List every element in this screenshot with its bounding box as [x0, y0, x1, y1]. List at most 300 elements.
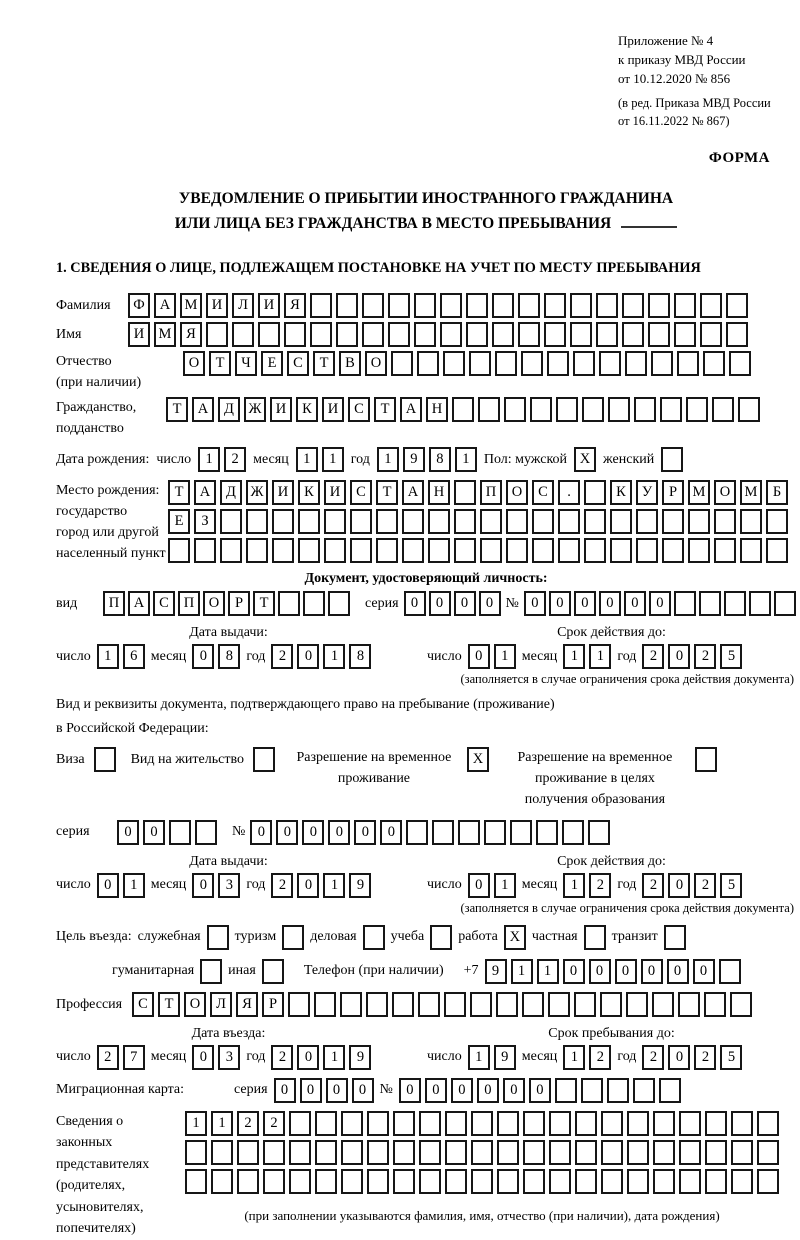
char-cell[interactable] — [705, 1140, 727, 1165]
char-cell[interactable] — [653, 1169, 675, 1194]
char-cell[interactable]: 0 — [624, 591, 646, 616]
char-cell[interactable]: О — [714, 480, 736, 505]
char-cell[interactable] — [574, 992, 596, 1017]
char-cell[interactable] — [237, 1169, 259, 1194]
char-cell[interactable]: 1 — [296, 447, 318, 472]
char-cell[interactable]: 1 — [322, 447, 344, 472]
purpose-transit-checkbox[interactable] — [664, 925, 686, 950]
char-cell[interactable]: 0 — [641, 959, 663, 984]
char-cell[interactable] — [336, 322, 358, 347]
char-cell[interactable]: 0 — [454, 591, 476, 616]
char-cell[interactable] — [677, 351, 699, 376]
char-cell[interactable] — [738, 397, 760, 422]
char-cell[interactable]: О — [506, 480, 528, 505]
char-cell[interactable]: Л — [210, 992, 232, 1017]
char-cell[interactable] — [548, 992, 570, 1017]
char-cell[interactable] — [730, 992, 752, 1017]
char-cell[interactable] — [570, 293, 592, 318]
char-cell[interactable]: Ч — [235, 351, 257, 376]
char-cell[interactable]: М — [688, 480, 710, 505]
visa-checkbox[interactable] — [94, 747, 116, 772]
char-cell[interactable] — [740, 509, 762, 534]
char-cell[interactable]: О — [183, 351, 205, 376]
char-cell[interactable] — [700, 293, 722, 318]
char-cell[interactable]: 1 — [589, 644, 611, 669]
char-cell[interactable]: С — [132, 992, 154, 1017]
char-cell[interactable] — [237, 1140, 259, 1165]
char-cell[interactable] — [601, 1140, 623, 1165]
char-cell[interactable]: В — [339, 351, 361, 376]
char-cell[interactable]: 1 — [537, 959, 559, 984]
char-cell[interactable] — [289, 1111, 311, 1136]
char-cell[interactable] — [518, 322, 540, 347]
char-cell[interactable]: 0 — [589, 959, 611, 984]
char-cell[interactable]: Т — [313, 351, 335, 376]
char-cell[interactable] — [599, 351, 621, 376]
char-cell[interactable]: 0 — [328, 820, 350, 845]
char-cell[interactable] — [443, 351, 465, 376]
char-cell[interactable]: 0 — [563, 959, 585, 984]
char-cell[interactable]: О — [203, 591, 225, 616]
char-cell[interactable] — [653, 1111, 675, 1136]
char-cell[interactable]: 0 — [380, 820, 402, 845]
char-cell[interactable]: 0 — [468, 873, 490, 898]
char-cell[interactable] — [766, 538, 788, 563]
char-cell[interactable] — [376, 509, 398, 534]
char-cell[interactable]: 1 — [377, 447, 399, 472]
char-cell[interactable] — [211, 1169, 233, 1194]
char-cell[interactable] — [445, 1169, 467, 1194]
char-cell[interactable] — [714, 509, 736, 534]
char-cell[interactable] — [700, 322, 722, 347]
char-cell[interactable] — [633, 1078, 655, 1103]
char-cell[interactable] — [774, 591, 796, 616]
char-cell[interactable] — [220, 509, 242, 534]
char-cell[interactable]: . — [558, 480, 580, 505]
char-cell[interactable]: 9 — [494, 1045, 516, 1070]
char-cell[interactable]: 2 — [97, 1045, 119, 1070]
char-cell[interactable]: У — [636, 480, 658, 505]
char-cell[interactable]: 0 — [668, 873, 690, 898]
char-cell[interactable]: 5 — [720, 873, 742, 898]
char-cell[interactable] — [362, 322, 384, 347]
char-cell[interactable] — [315, 1169, 337, 1194]
char-cell[interactable]: С — [350, 480, 372, 505]
char-cell[interactable] — [532, 538, 554, 563]
char-cell[interactable] — [484, 820, 506, 845]
char-cell[interactable]: 2 — [642, 1045, 664, 1070]
char-cell[interactable]: 2 — [694, 1045, 716, 1070]
char-cell[interactable]: 0 — [693, 959, 715, 984]
char-cell[interactable] — [419, 1111, 441, 1136]
temporary-residence-checkbox[interactable]: X — [467, 747, 489, 772]
char-cell[interactable]: 0 — [192, 873, 214, 898]
char-cell[interactable]: О — [365, 351, 387, 376]
char-cell[interactable] — [445, 1111, 467, 1136]
purpose-tourism-checkbox[interactable] — [282, 925, 304, 950]
char-cell[interactable] — [428, 538, 450, 563]
char-cell[interactable] — [328, 591, 350, 616]
char-cell[interactable]: 1 — [185, 1111, 207, 1136]
char-cell[interactable] — [367, 1169, 389, 1194]
char-cell[interactable] — [298, 509, 320, 534]
char-cell[interactable]: 0 — [667, 959, 689, 984]
char-cell[interactable] — [652, 992, 674, 1017]
char-cell[interactable]: А — [154, 293, 176, 318]
char-cell[interactable] — [376, 538, 398, 563]
char-cell[interactable]: Б — [766, 480, 788, 505]
char-cell[interactable]: П — [480, 480, 502, 505]
char-cell[interactable] — [544, 293, 566, 318]
char-cell[interactable] — [315, 1140, 337, 1165]
char-cell[interactable] — [272, 538, 294, 563]
char-cell[interactable]: С — [153, 591, 175, 616]
char-cell[interactable] — [608, 397, 630, 422]
char-cell[interactable]: С — [287, 351, 309, 376]
char-cell[interactable]: М — [180, 293, 202, 318]
char-cell[interactable]: Ж — [246, 480, 268, 505]
char-cell[interactable]: И — [272, 480, 294, 505]
char-cell[interactable] — [625, 351, 647, 376]
char-cell[interactable]: Т — [158, 992, 180, 1017]
char-cell[interactable] — [480, 538, 502, 563]
char-cell[interactable] — [246, 509, 268, 534]
char-cell[interactable] — [469, 351, 491, 376]
char-cell[interactable] — [492, 322, 514, 347]
char-cell[interactable]: 0 — [479, 591, 501, 616]
char-cell[interactable] — [626, 992, 648, 1017]
char-cell[interactable] — [731, 1111, 753, 1136]
char-cell[interactable]: 7 — [123, 1045, 145, 1070]
char-cell[interactable] — [596, 322, 618, 347]
char-cell[interactable]: Я — [236, 992, 258, 1017]
char-cell[interactable] — [627, 1169, 649, 1194]
char-cell[interactable]: Е — [168, 509, 190, 534]
char-cell[interactable] — [452, 397, 474, 422]
char-cell[interactable]: Д — [218, 397, 240, 422]
char-cell[interactable] — [536, 820, 558, 845]
char-cell[interactable] — [315, 1111, 337, 1136]
char-cell[interactable]: 8 — [429, 447, 451, 472]
char-cell[interactable]: Т — [253, 591, 275, 616]
char-cell[interactable] — [440, 293, 462, 318]
char-cell[interactable] — [562, 820, 584, 845]
char-cell[interactable] — [168, 538, 190, 563]
char-cell[interactable] — [584, 509, 606, 534]
char-cell[interactable]: И — [206, 293, 228, 318]
char-cell[interactable]: 0 — [326, 1078, 348, 1103]
char-cell[interactable] — [523, 1140, 545, 1165]
char-cell[interactable] — [341, 1140, 363, 1165]
char-cell[interactable] — [622, 293, 644, 318]
char-cell[interactable]: Я — [284, 293, 306, 318]
char-cell[interactable] — [470, 992, 492, 1017]
char-cell[interactable]: 0 — [143, 820, 165, 845]
char-cell[interactable]: Ж — [244, 397, 266, 422]
char-cell[interactable]: П — [178, 591, 200, 616]
char-cell[interactable] — [388, 322, 410, 347]
char-cell[interactable]: 2 — [271, 1045, 293, 1070]
char-cell[interactable]: 0 — [451, 1078, 473, 1103]
char-cell[interactable] — [418, 992, 440, 1017]
char-cell[interactable]: М — [740, 480, 762, 505]
char-cell[interactable] — [570, 322, 592, 347]
char-cell[interactable] — [258, 322, 280, 347]
char-cell[interactable]: 1 — [563, 644, 585, 669]
purpose-humanitarian-checkbox[interactable] — [200, 959, 222, 984]
char-cell[interactable] — [497, 1169, 519, 1194]
char-cell[interactable]: 0 — [274, 1078, 296, 1103]
char-cell[interactable] — [206, 322, 228, 347]
char-cell[interactable]: 1 — [97, 644, 119, 669]
char-cell[interactable]: 0 — [192, 1045, 214, 1070]
char-cell[interactable] — [471, 1111, 493, 1136]
char-cell[interactable] — [679, 1111, 701, 1136]
char-cell[interactable] — [454, 538, 476, 563]
char-cell[interactable] — [169, 820, 191, 845]
char-cell[interactable] — [454, 509, 476, 534]
char-cell[interactable]: Е — [261, 351, 283, 376]
char-cell[interactable] — [662, 538, 684, 563]
char-cell[interactable]: С — [348, 397, 370, 422]
char-cell[interactable]: 0 — [574, 591, 596, 616]
char-cell[interactable]: 1 — [323, 1045, 345, 1070]
char-cell[interactable]: 1 — [455, 447, 477, 472]
char-cell[interactable]: 0 — [297, 644, 319, 669]
char-cell[interactable] — [688, 509, 710, 534]
char-cell[interactable]: А — [402, 480, 424, 505]
char-cell[interactable]: Т — [168, 480, 190, 505]
char-cell[interactable]: 2 — [589, 873, 611, 898]
char-cell[interactable]: 0 — [649, 591, 671, 616]
char-cell[interactable] — [724, 591, 746, 616]
char-cell[interactable] — [549, 1111, 571, 1136]
char-cell[interactable]: П — [103, 591, 125, 616]
char-cell[interactable] — [310, 293, 332, 318]
char-cell[interactable]: Т — [376, 480, 398, 505]
char-cell[interactable]: 0 — [354, 820, 376, 845]
char-cell[interactable]: 2 — [237, 1111, 259, 1136]
char-cell[interactable] — [573, 351, 595, 376]
char-cell[interactable]: А — [128, 591, 150, 616]
char-cell[interactable] — [607, 1078, 629, 1103]
char-cell[interactable] — [406, 820, 428, 845]
char-cell[interactable] — [600, 992, 622, 1017]
char-cell[interactable] — [211, 1140, 233, 1165]
char-cell[interactable] — [220, 538, 242, 563]
char-cell[interactable] — [471, 1140, 493, 1165]
char-cell[interactable] — [278, 591, 300, 616]
char-cell[interactable]: И — [258, 293, 280, 318]
char-cell[interactable] — [350, 509, 372, 534]
char-cell[interactable] — [601, 1111, 623, 1136]
char-cell[interactable]: 0 — [468, 644, 490, 669]
char-cell[interactable]: 0 — [529, 1078, 551, 1103]
char-cell[interactable] — [549, 1140, 571, 1165]
char-cell[interactable] — [367, 1111, 389, 1136]
char-cell[interactable] — [185, 1169, 207, 1194]
char-cell[interactable] — [678, 992, 700, 1017]
char-cell[interactable]: Ф — [128, 293, 150, 318]
char-cell[interactable]: 0 — [352, 1078, 374, 1103]
gender-female-checkbox[interactable] — [661, 447, 683, 472]
purpose-work-checkbox[interactable]: X — [504, 925, 526, 950]
char-cell[interactable] — [440, 322, 462, 347]
char-cell[interactable] — [480, 509, 502, 534]
char-cell[interactable]: 0 — [615, 959, 637, 984]
char-cell[interactable] — [653, 1140, 675, 1165]
char-cell[interactable] — [478, 397, 500, 422]
char-cell[interactable]: 2 — [694, 644, 716, 669]
char-cell[interactable]: 2 — [271, 873, 293, 898]
char-cell[interactable] — [288, 992, 310, 1017]
char-cell[interactable] — [350, 538, 372, 563]
char-cell[interactable] — [289, 1169, 311, 1194]
char-cell[interactable]: 9 — [403, 447, 425, 472]
char-cell[interactable]: 0 — [399, 1078, 421, 1103]
char-cell[interactable] — [466, 322, 488, 347]
char-cell[interactable]: 0 — [524, 591, 546, 616]
char-cell[interactable]: 0 — [425, 1078, 447, 1103]
char-cell[interactable] — [575, 1111, 597, 1136]
char-cell[interactable] — [705, 1111, 727, 1136]
char-cell[interactable]: 1 — [563, 873, 585, 898]
char-cell[interactable] — [471, 1169, 493, 1194]
char-cell[interactable]: 0 — [297, 1045, 319, 1070]
char-cell[interactable] — [428, 509, 450, 534]
char-cell[interactable] — [719, 959, 741, 984]
char-cell[interactable] — [497, 1140, 519, 1165]
char-cell[interactable]: 0 — [192, 644, 214, 669]
char-cell[interactable] — [314, 992, 336, 1017]
char-cell[interactable] — [324, 538, 346, 563]
char-cell[interactable]: 5 — [720, 1045, 742, 1070]
gender-male-checkbox[interactable]: X — [574, 447, 596, 472]
char-cell[interactable] — [601, 1169, 623, 1194]
char-cell[interactable] — [310, 322, 332, 347]
char-cell[interactable] — [393, 1111, 415, 1136]
char-cell[interactable] — [610, 509, 632, 534]
char-cell[interactable]: 1 — [211, 1111, 233, 1136]
char-cell[interactable] — [558, 538, 580, 563]
char-cell[interactable]: 0 — [503, 1078, 525, 1103]
char-cell[interactable] — [506, 509, 528, 534]
char-cell[interactable]: 2 — [224, 447, 246, 472]
char-cell[interactable]: 2 — [694, 873, 716, 898]
char-cell[interactable] — [518, 293, 540, 318]
char-cell[interactable]: 0 — [97, 873, 119, 898]
char-cell[interactable] — [303, 591, 325, 616]
char-cell[interactable]: 0 — [404, 591, 426, 616]
purpose-other-checkbox[interactable] — [262, 959, 284, 984]
char-cell[interactable]: 1 — [123, 873, 145, 898]
char-cell[interactable] — [699, 591, 721, 616]
char-cell[interactable] — [402, 538, 424, 563]
char-cell[interactable] — [636, 538, 658, 563]
char-cell[interactable] — [289, 1140, 311, 1165]
char-cell[interactable]: К — [298, 480, 320, 505]
char-cell[interactable]: А — [194, 480, 216, 505]
char-cell[interactable] — [714, 538, 736, 563]
char-cell[interactable] — [391, 351, 413, 376]
char-cell[interactable] — [195, 820, 217, 845]
char-cell[interactable]: 9 — [349, 873, 371, 898]
char-cell[interactable] — [712, 397, 734, 422]
char-cell[interactable] — [740, 538, 762, 563]
char-cell[interactable]: 0 — [599, 591, 621, 616]
char-cell[interactable] — [544, 322, 566, 347]
char-cell[interactable]: 9 — [349, 1045, 371, 1070]
char-cell[interactable] — [530, 397, 552, 422]
char-cell[interactable] — [504, 397, 526, 422]
char-cell[interactable]: 0 — [276, 820, 298, 845]
purpose-business-checkbox[interactable] — [363, 925, 385, 950]
char-cell[interactable]: Д — [220, 480, 242, 505]
char-cell[interactable]: 0 — [302, 820, 324, 845]
char-cell[interactable] — [627, 1140, 649, 1165]
char-cell[interactable] — [581, 1078, 603, 1103]
char-cell[interactable] — [757, 1140, 779, 1165]
char-cell[interactable]: 0 — [117, 820, 139, 845]
char-cell[interactable] — [757, 1169, 779, 1194]
char-cell[interactable] — [703, 351, 725, 376]
residence-permit-checkbox[interactable] — [253, 747, 275, 772]
char-cell[interactable] — [596, 293, 618, 318]
char-cell[interactable] — [674, 293, 696, 318]
char-cell[interactable]: Н — [428, 480, 450, 505]
purpose-study-checkbox[interactable] — [430, 925, 452, 950]
char-cell[interactable] — [445, 1140, 467, 1165]
char-cell[interactable]: 9 — [485, 959, 507, 984]
char-cell[interactable] — [367, 1140, 389, 1165]
char-cell[interactable] — [336, 293, 358, 318]
char-cell[interactable]: 3 — [218, 873, 240, 898]
char-cell[interactable]: С — [532, 480, 554, 505]
char-cell[interactable] — [662, 509, 684, 534]
char-cell[interactable] — [555, 1078, 577, 1103]
char-cell[interactable] — [419, 1140, 441, 1165]
char-cell[interactable]: 1 — [323, 873, 345, 898]
char-cell[interactable]: А — [400, 397, 422, 422]
char-cell[interactable] — [659, 1078, 681, 1103]
char-cell[interactable] — [674, 591, 696, 616]
char-cell[interactable]: 1 — [563, 1045, 585, 1070]
char-cell[interactable]: А — [192, 397, 214, 422]
char-cell[interactable] — [246, 538, 268, 563]
char-cell[interactable] — [402, 509, 424, 534]
char-cell[interactable] — [263, 1140, 285, 1165]
purpose-official-checkbox[interactable] — [207, 925, 229, 950]
char-cell[interactable] — [393, 1140, 415, 1165]
char-cell[interactable] — [679, 1169, 701, 1194]
char-cell[interactable] — [393, 1169, 415, 1194]
char-cell[interactable] — [324, 509, 346, 534]
char-cell[interactable]: 1 — [494, 873, 516, 898]
char-cell[interactable]: 2 — [263, 1111, 285, 1136]
char-cell[interactable] — [510, 820, 532, 845]
char-cell[interactable] — [466, 293, 488, 318]
char-cell[interactable] — [660, 397, 682, 422]
char-cell[interactable] — [686, 397, 708, 422]
char-cell[interactable] — [506, 538, 528, 563]
char-cell[interactable] — [495, 351, 517, 376]
char-cell[interactable]: Т — [209, 351, 231, 376]
char-cell[interactable]: И — [324, 480, 346, 505]
char-cell[interactable] — [523, 1111, 545, 1136]
char-cell[interactable] — [521, 351, 543, 376]
char-cell[interactable] — [749, 591, 771, 616]
char-cell[interactable]: Т — [374, 397, 396, 422]
